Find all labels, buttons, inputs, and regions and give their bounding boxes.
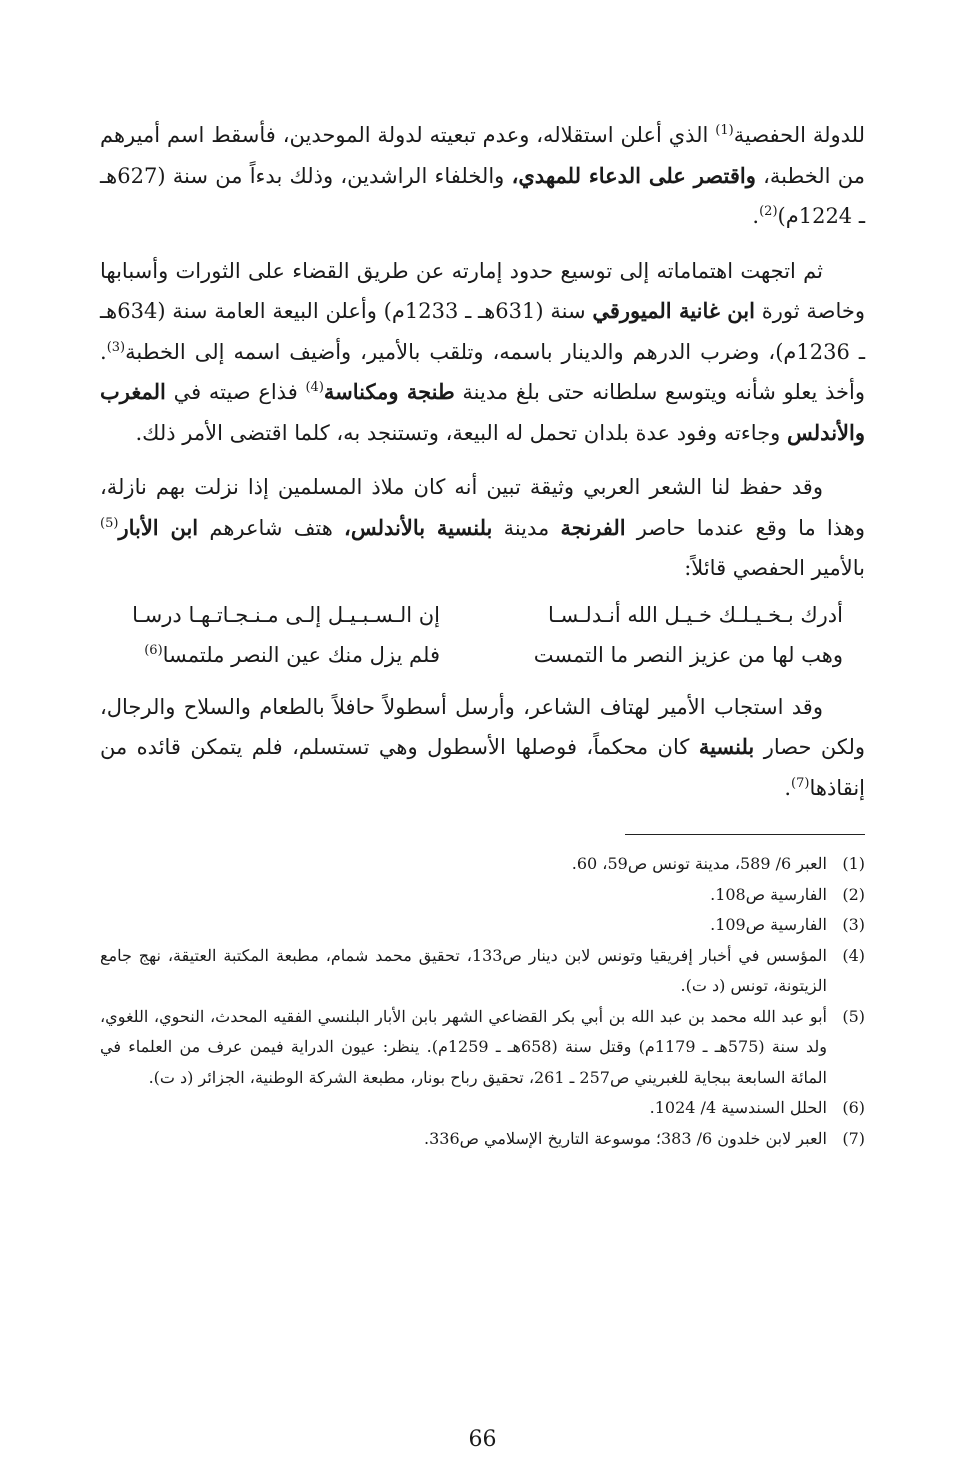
footnote-4 (100, 941, 865, 1002)
paragraph-1 (100, 115, 865, 237)
text-run: الذي أعلن استقلاله، وعدم تبعيته لدولة الموحدين، فأسقط اسم أميرهم من الخطبة، (100, 123, 865, 188)
footnote-text: أبو عبد الله محمد بن عبد الله بن أبي بكر القضاعي الشهر بابن الأبار البلنسي الفقيه المحدث، النحوي، اللغوي، ولد سنة (575هـ ـ 1179م) وقتل سنة (658هـ ـ 1259م). ينظر: عيون الدراية فيمن عرف من العلماء في المائة السابعة ببجاية للغبريني ص257 ـ 261، تحقيق رباح بونار، مطبعة الشركة الوطنية، الجزائر (د ت). (100, 1006, 828, 1087)
footnote-separator (625, 834, 865, 835)
bold-name: ابن الأبار (118, 514, 199, 540)
footnote-1 (100, 849, 865, 880)
footnote-number: (1) (842, 854, 865, 873)
text-run: مدينة (492, 515, 561, 540)
text-run: للدولة الحفصية (733, 123, 865, 147)
text-run: والخلفاء الراشدين، وذلك بدءاً من سنة (627هـ ـ 1224م) (100, 163, 865, 228)
bold-name: الفرنجة (560, 514, 626, 540)
paragraph-4 (100, 687, 865, 809)
text-run: وجاءته وفود عدة بلدان تحمل له البيعة، وتستنجد به، كلما اقتضى الأمر ذلك. (135, 420, 787, 445)
footnote-number: (2) (842, 884, 865, 904)
hemistich-second (100, 635, 440, 675)
hemistich-first: وهب لها من عزيز النصر ما التمست (533, 642, 843, 667)
bold-name: ابن غانية الميورقي (592, 298, 755, 323)
text-run: ثم اتجهت اهتماماته إلى توسيع حدود إمارته عن طريق القضاء على الثورات وأسبابها وخاصة ثورة (100, 258, 865, 323)
footnote-6 (100, 1093, 865, 1124)
hemistich-second: إن الـسـبـيـل إلـى مـنـجـاتـهـا درسـا (132, 602, 440, 627)
footnote-ref-1[interactable]: (1) (715, 123, 734, 138)
footnote-number: (4) (842, 945, 865, 965)
bold-place: المغرب والأندلس (100, 379, 865, 445)
poem-verse-1 (100, 595, 865, 635)
footnote-text: الحلل السندسية 4/ 1024. (649, 1098, 827, 1117)
footnote-ref-7[interactable]: (7) (791, 775, 810, 791)
paragraph-3 (100, 467, 865, 589)
text-run: وقد استجاب الأمير لهتاف الشاعر، وأرسل أسطولاً حافلاً بالطعام والسلاح والرجال، ولكن حصار (100, 694, 865, 759)
bold-place: طنجة ومكناسة (323, 379, 455, 404)
text-run: . (752, 204, 760, 228)
footnote-text: الفارسية ص108. (710, 884, 827, 904)
footnote-ref-2[interactable]: (2) (759, 204, 778, 219)
text-run: فلم يزل منك عين النصر ملتمسا (162, 642, 440, 667)
bold-place: بلنسية بالأندلس، (344, 514, 493, 540)
footnote-number: (6) (842, 1098, 865, 1117)
footnote-2 (100, 880, 865, 911)
text-run: كان محكماً، فوصلها الأسطول وهي تستسلم، فلم يتمكن قائده من إنقاذها (100, 735, 865, 800)
page-number: 66 (468, 1427, 497, 1452)
text-run: وقد حفظ لنا الشعر العربي وثيقة تبين أنه كان ملاذ المسلمين إذا نزلت بهم نازلة، وهذا ما وقع عندما حاصر (100, 475, 866, 540)
footnotes (100, 849, 865, 1154)
poem (100, 595, 865, 675)
text-run: فذاع صيته في (165, 380, 306, 404)
text-run: بالأمير الحفصي قائلاً: (684, 556, 865, 580)
page (100, 115, 866, 1452)
bold-phrase: واقتصر على الدعاء للمهدي، (511, 162, 756, 188)
footnote-3 (100, 910, 865, 941)
footnote-number: (3) (842, 915, 865, 934)
hemistich-first: أدرك بـخـيـلـك خـيـل الله أنـدلـسـا (548, 602, 843, 627)
footnote-ref-3[interactable]: (3) (106, 339, 126, 355)
footnote-text: الفارسية ص109. (710, 915, 827, 934)
text-run: هتف شاعرهم (198, 515, 345, 540)
text-run: سنة (631هـ ـ 1233م) وأعلن البيعة العامة سنة (634هـ ـ 1236م)، وضرب الدرهم والدينار باسمه، وتلقب بالأمير، وأضيف اسمه إلى الخطبة (100, 299, 866, 364)
footnote-number: (7) (842, 1128, 865, 1148)
footnote-7 (100, 1124, 865, 1155)
footnote-5 (100, 1002, 865, 1094)
footnote-text: العبر لابن خلدون 6/ 383؛ موسوعة التاريخ الإسلامي ص336. (423, 1128, 827, 1148)
text-run: . (784, 775, 792, 800)
text-run: . وأخذ يعلو شأنه ويتوسع سلطانه حتى بلغ مدينة (100, 339, 865, 404)
bold-place: بلنسية (698, 734, 755, 759)
footnote-ref-5[interactable]: (5) (100, 515, 119, 531)
footnote-ref-4[interactable]: (4) (305, 380, 324, 395)
footnote-number: (5) (842, 1006, 865, 1026)
footnote-ref-6[interactable]: (6) (144, 642, 163, 658)
paragraph-2 (100, 251, 865, 454)
footnote-text: المؤسس في أخبار إفريقيا وتونس لابن دينار ص133، تحقيق محمد شمام، مطبعة المكتبة العتيقة، نهج جامع الزيتونة، تونس (د ت). (100, 945, 827, 995)
footnote-text: العبر 6/ 589، مدينة تونس ص59، 60. (571, 854, 827, 873)
poem-verse-2 (100, 635, 865, 675)
